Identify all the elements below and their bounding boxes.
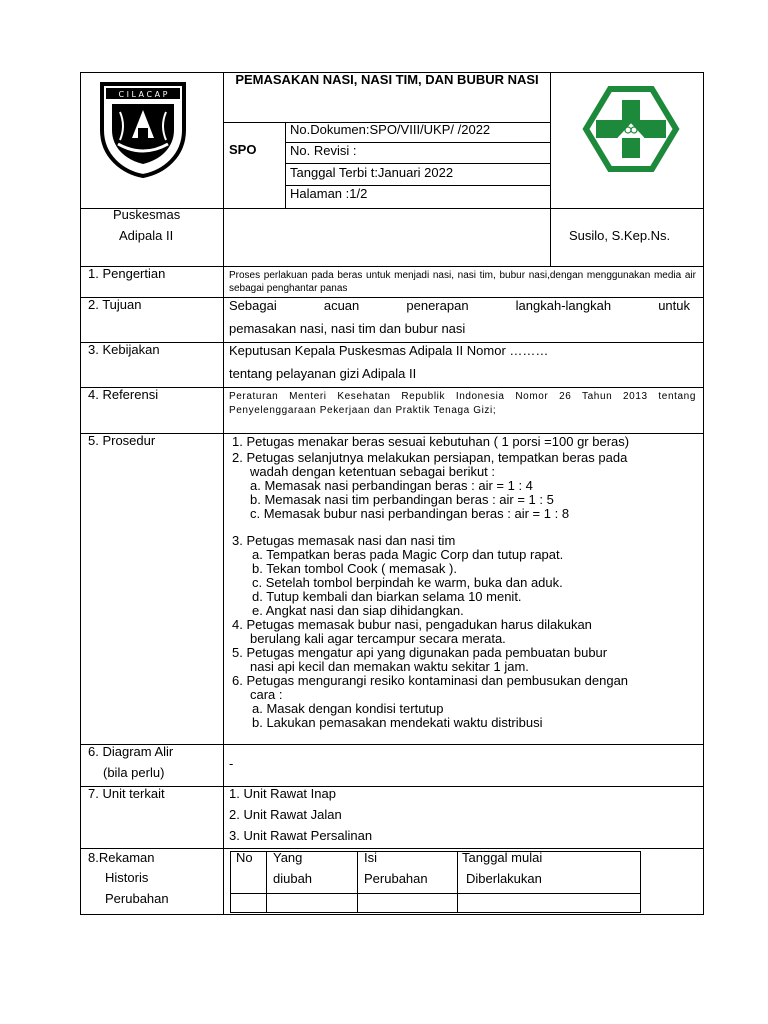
prosedur-substep: b. Lakukan pemasakan mendekati waktu distribusi [252,715,543,730]
prosedur-step: 4. Petugas memasak bubur nasi, pengadukan harus dilakukan [232,617,592,632]
revision-number: No. Revisi : [290,143,357,158]
history-header-diberlakukan: Diberlakukan [466,871,542,886]
prosedur-step: cara : [250,687,283,702]
referensi-text: Peraturan Menteri Kesehatan Republik Indonesia Nomor 26 Tahun 2013 tentang Penyelenggaraan Pekerjaan dan Praktik Tenaga Gizi; [229,391,696,416]
prosedur-step: 6. Petugas mengurangi resiko kontaminasi dan pembusukan dengan [232,673,629,688]
history-header-perubahan: Perubahan [364,871,428,886]
unit-item: 2. Unit Rawat Jalan [229,807,342,822]
section-label-kebijakan: 3. Kebijakan [88,342,160,357]
issue-date: Tanggal Terbi t:Januari 2022 [290,165,454,180]
spo-label: SPO [229,142,257,157]
prosedur-substep: e. Angkat nasi dan siap dihidangkan. [252,603,464,618]
prosedur-substep: a. Masak dengan kondisi tertutup [252,701,444,716]
regency-crest-logo [98,82,188,178]
section-label-diagram-note: (bila perlu) [103,765,165,780]
prosedur-substep: a. Tempatkan beras pada Magic Corp dan tutup rapat. [252,547,564,562]
organization-name: Puskesmas [113,207,181,222]
svg-text:C I L A C A P: C I L A C A P [118,90,168,99]
document-title: PEMASAKAN NASI, NASI TIM, DAN BUBUR NASI [235,72,539,87]
prosedur-step: berulang kali agar tercampur secara merata. [250,631,506,646]
page-number: Halaman :1/2 [290,186,368,201]
diagram-value: - [229,756,234,771]
prosedur-step: 3. Petugas memasak nasi dan nasi tim [232,533,456,548]
tujuan-text-line1: Sebagai acuan penerapan langkah-langkah untuk [229,298,690,313]
section-label-diagram: 6. Diagram Alir [88,744,174,759]
tujuan-text-line2: pemasakan nasi, nasi tim dan bubur nasi [229,321,466,336]
section-label-rekaman-historis: Historis [105,870,149,885]
unit-item: 1. Unit Rawat Inap [229,786,336,801]
prosedur-step: 1. Petugas menakar beras sesuai kebutuhan ( 1 porsi =100 gr beras) [232,434,630,449]
prosedur-substep: d. Tutup kembali dan biarkan selama 10 menit. [252,589,522,604]
prosedur-step: 5. Petugas mengatur api yang digunakan pada pembuatan bubur [232,645,608,660]
prosedur-substep: a. Memasak nasi perbandingan beras : air = 1 : 4 [250,478,533,493]
section-label-referensi: 4. Referensi [88,387,159,402]
prosedur-step: nasi api kecil dan memakan waktu sekitar 1 jam. [250,659,529,674]
prosedur-step: 2. Petugas selanjutnya melakukan persiapan, tempatkan beras pada [232,450,628,465]
prosedur-substep: c. Setelah tombol berpindah ke warm, buka dan aduk. [252,575,563,590]
section-label-rekaman: 8.Rekaman [88,850,155,865]
puskesmas-logo [582,86,680,172]
prosedur-substep: b. Tekan tombol Cook ( memasak ). [252,561,457,576]
history-header-isi: Isi [364,850,377,865]
kebijakan-text-line1: Keputusan Kepala Puskesmas Adipala II Nomor ……… [229,343,549,358]
section-label-prosedur: 5. Prosedur [88,433,156,448]
prosedur-substep: b. Memasak nasi tim perbandingan beras : air = 1 : 5 [250,492,554,507]
prosedur-substep: c. Memasak bubur nasi perbandingan beras : air = 1 : 8 [250,506,570,521]
unit-item: 3. Unit Rawat Persalinan [229,828,373,843]
history-header-yang: Yang [273,850,303,865]
document-number: No.Dokumen:SPO/VIII/UKP/ /2022 [290,122,491,137]
kebijakan-text-line2: tentang pelayanan gizi Adipala II [229,366,417,381]
section-label-tujuan: 2. Tujuan [88,297,142,312]
history-header-tanggal: Tanggal mulai [462,850,543,865]
history-header-diubah: diubah [273,871,313,886]
prosedur-step: wadah dengan ketentuan sebagai berikut : [250,464,496,479]
section-label-pengertian: 1. Pengertian [88,266,166,281]
pengertian-text: Proses perlakuan pada beras untuk menjadi nasi, nasi tim, bubur nasi,dengan menggunakan media air sebagai penghantar panas [229,270,696,294]
section-label-rekaman-perubahan: Perubahan [105,891,169,906]
organization-unit: Adipala II [119,228,174,243]
signatory-name: Susilo, S.Kep.Ns. [569,228,671,243]
history-header-no: No [236,850,253,865]
section-label-unit: 7. Unit terkait [88,786,165,801]
